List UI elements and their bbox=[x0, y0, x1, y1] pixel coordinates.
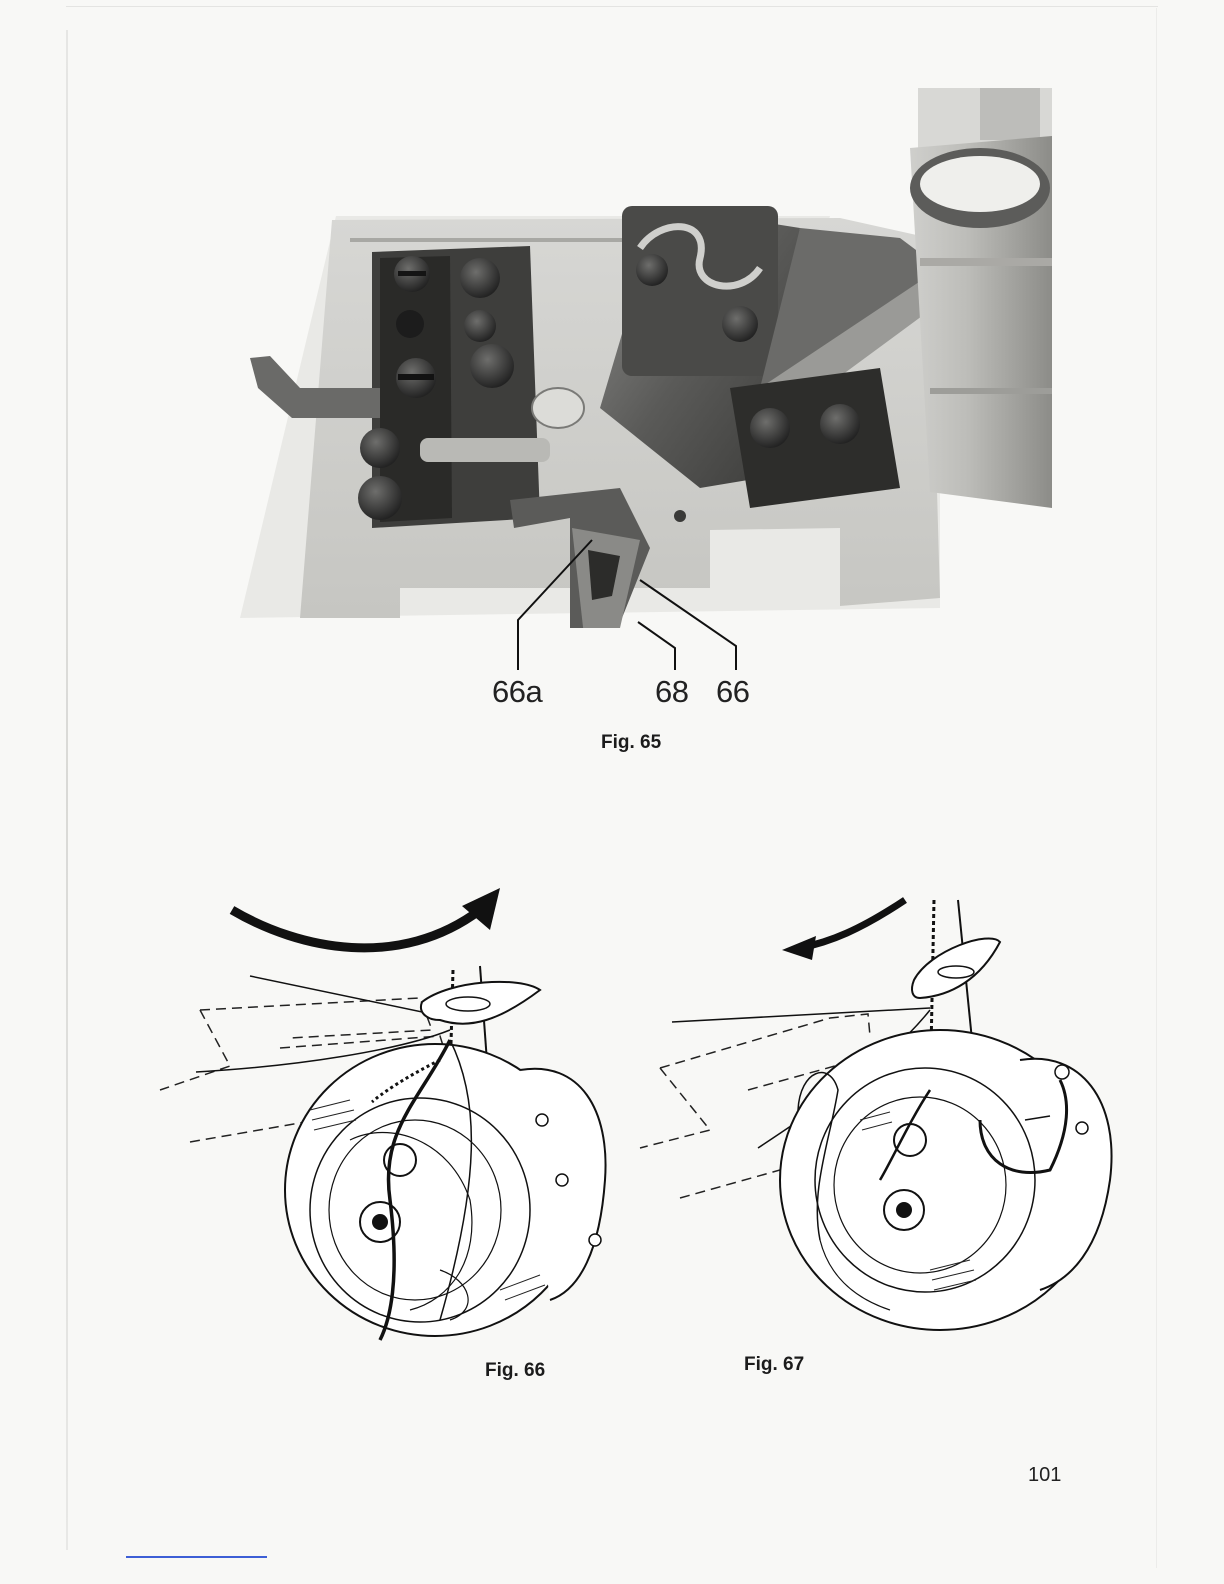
footer-link-underline[interactable] bbox=[126, 1556, 267, 1558]
fig-66-caption: Fig. 66 bbox=[485, 1360, 546, 1381]
fig-67-drawing bbox=[630, 880, 1130, 1350]
leader-66a bbox=[518, 540, 592, 670]
scan-edge-right bbox=[1156, 8, 1157, 1568]
fig-67-caption: Fig. 67 bbox=[744, 1354, 805, 1375]
callout-label-66a: 66a bbox=[492, 674, 543, 709]
callout-label-68: 68 bbox=[655, 674, 689, 709]
page-number: 101 bbox=[1028, 1464, 1062, 1486]
fig-65-caption: Fig. 65 bbox=[601, 732, 662, 753]
fig-66-drawing bbox=[150, 880, 620, 1350]
leader-66 bbox=[640, 580, 736, 670]
callout-label-66: 66 bbox=[716, 674, 750, 709]
rotation-arrow bbox=[800, 900, 905, 948]
leader-68 bbox=[638, 622, 675, 670]
rotation-arrow bbox=[232, 910, 480, 948]
scan-edge-top bbox=[66, 6, 1158, 7]
scan-edge-left bbox=[66, 30, 68, 1550]
